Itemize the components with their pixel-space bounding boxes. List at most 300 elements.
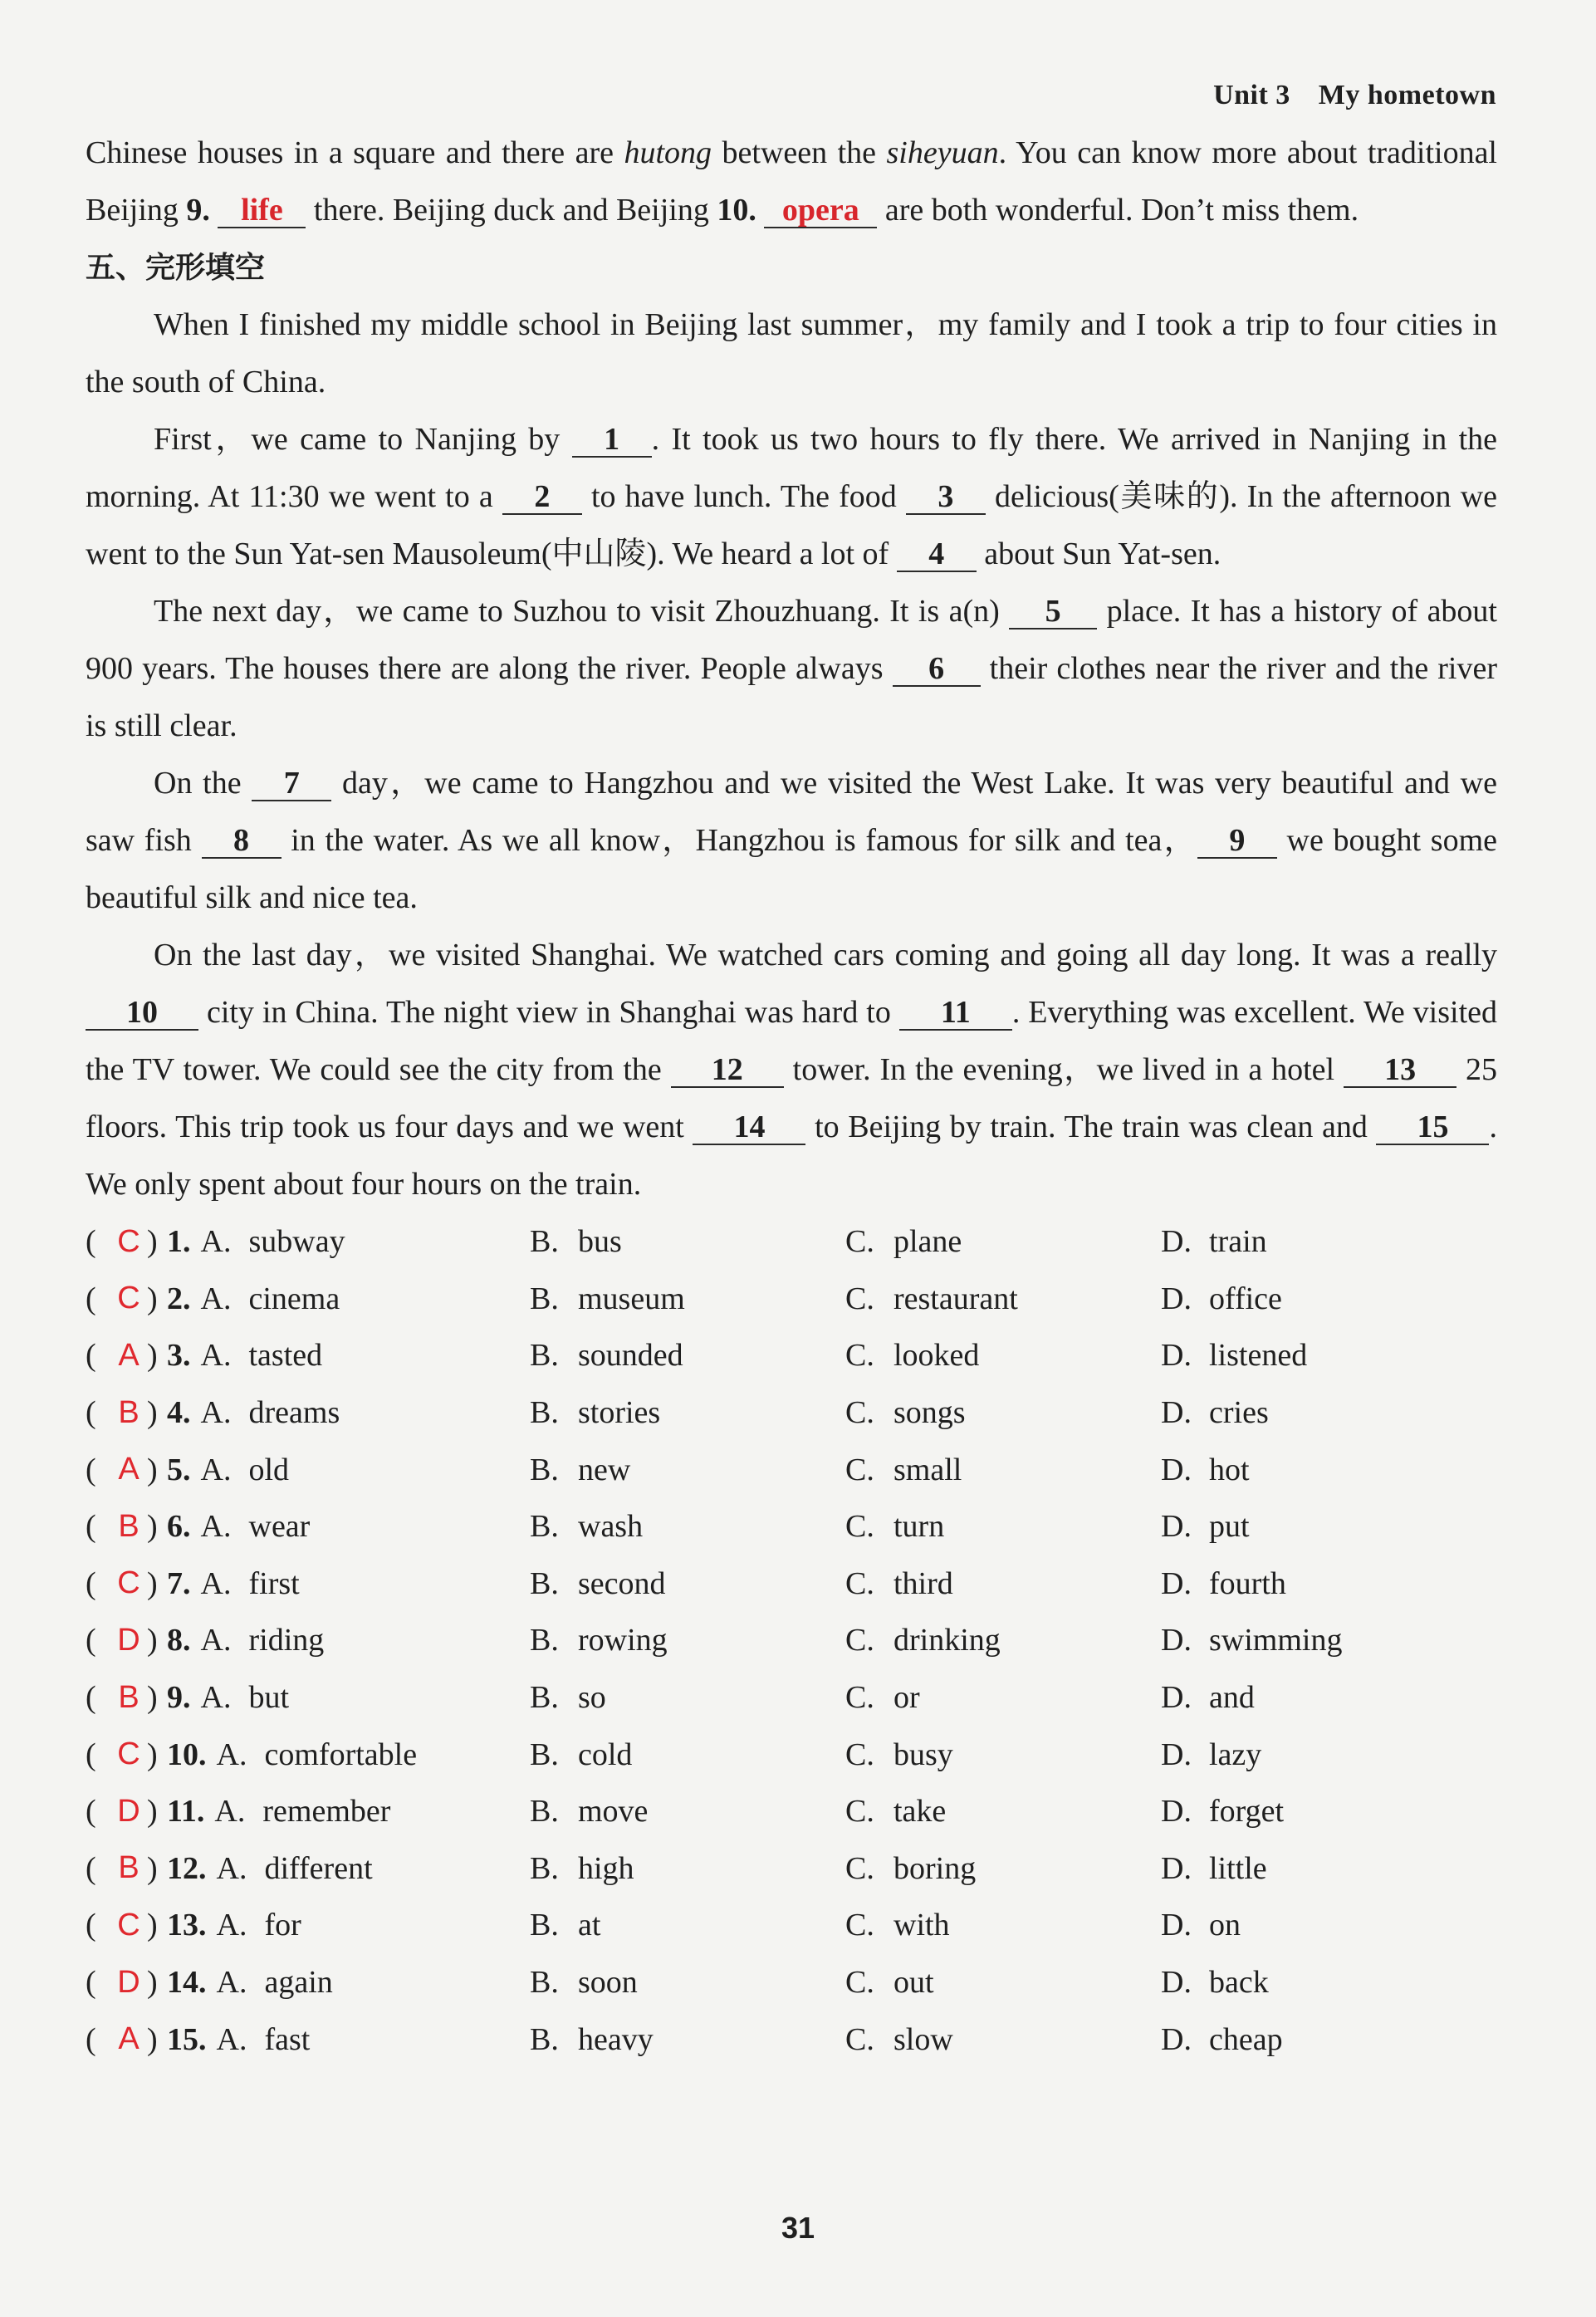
option-d xyxy=(1161,1737,1261,1773)
option-b xyxy=(530,1850,845,1887)
question-number: 6. xyxy=(167,1509,191,1545)
option-b-text: rowing xyxy=(578,1623,668,1658)
option-a: dreams xyxy=(248,1395,340,1431)
option-c-text: turn xyxy=(893,1509,945,1545)
open-paren: ( xyxy=(86,1395,96,1431)
option-letter-c: C. xyxy=(845,2021,874,2057)
option-letter-d: D. xyxy=(1161,1452,1192,1487)
blank-number-10: 10. xyxy=(717,193,756,228)
question-number: 10. xyxy=(167,1737,207,1772)
blank-number-9: 9. xyxy=(186,193,210,228)
close-paren: ) xyxy=(147,1737,158,1772)
option-letter-a: A. xyxy=(214,1794,246,1830)
option-c-text: drinking xyxy=(893,1623,1001,1658)
open-paren: ( xyxy=(86,1623,96,1658)
option-letter-b: B. xyxy=(530,1623,559,1658)
option-c xyxy=(845,1907,1161,1943)
question-head xyxy=(86,1337,530,1374)
intro-text: Chinese houses in a square and there are xyxy=(86,135,624,170)
option-letter-d: D. xyxy=(1161,2021,1192,2057)
passage-text: day，we came to Hangzhou and we visited the West Lake. It was very beautiful and we saw fish xyxy=(86,766,1497,858)
option-b-text: sounded xyxy=(578,1338,683,1374)
open-paren: ( xyxy=(86,1565,96,1601)
answer-blank-10: opera xyxy=(764,193,877,228)
question-row xyxy=(86,1669,1497,1727)
option-c xyxy=(845,1622,1161,1658)
question-number: 8. xyxy=(167,1623,191,1658)
answer-letter: B xyxy=(118,1850,140,1886)
option-d xyxy=(1161,1223,1267,1260)
option-c xyxy=(845,1565,1161,1602)
option-letter-a: A. xyxy=(200,1281,232,1316)
intro-text: there. Beijing duck and Beijing xyxy=(306,193,717,228)
intro-text: between the xyxy=(712,135,887,170)
option-letter-d: D. xyxy=(1161,1908,1192,1943)
open-paren: ( xyxy=(86,1794,96,1830)
option-d-text: forget xyxy=(1209,1794,1285,1830)
option-d xyxy=(1161,1907,1241,1943)
question-row xyxy=(86,1441,1497,1498)
open-paren: ( xyxy=(86,1452,96,1487)
answer-letter: A xyxy=(118,1452,140,1487)
option-letter-b: B. xyxy=(530,1509,559,1545)
option-c xyxy=(845,1679,1161,1716)
option-b-text: museum xyxy=(578,1281,685,1316)
option-d xyxy=(1161,1281,1282,1317)
option-letter-c: C. xyxy=(845,1281,874,1316)
blank-9: 9 xyxy=(1197,824,1277,859)
option-letter-a: A. xyxy=(200,1623,232,1658)
passage-text: First，we came to Nanjing by xyxy=(154,422,572,457)
passage-text: . It took us two hours to fly there. We arrived in Nanjing in the morning. At 11:30 we went to a xyxy=(86,422,1498,514)
answer-blank-9: life xyxy=(218,193,306,228)
question-head xyxy=(86,1679,530,1716)
unit-label: Unit 3 xyxy=(1213,80,1290,110)
option-a: but xyxy=(248,1680,290,1716)
open-paren: ( xyxy=(86,1509,96,1545)
option-c-text: plane xyxy=(893,1224,962,1260)
content xyxy=(86,125,1497,2068)
option-d-text: back xyxy=(1209,1965,1269,2001)
question-row xyxy=(86,1612,1497,1669)
option-letter-a: A. xyxy=(216,1850,247,1886)
option-c xyxy=(845,1337,1161,1374)
blank-6: 6 xyxy=(893,652,981,687)
option-letter-b: B. xyxy=(530,1680,559,1716)
option-b-text: so xyxy=(578,1680,606,1716)
option-b xyxy=(530,1737,845,1773)
answer-letter: C xyxy=(117,1223,140,1259)
option-letter-c: C. xyxy=(845,1338,874,1374)
passage-text: 25 floors. This trip took us four days and we went xyxy=(86,1052,1498,1144)
question-row xyxy=(86,1213,1497,1271)
option-d xyxy=(1161,1793,1284,1830)
option-letter-a: A. xyxy=(200,1509,232,1545)
option-a: different xyxy=(264,1850,373,1886)
close-paren: ) xyxy=(147,1224,158,1260)
open-paren: ( xyxy=(86,1281,96,1316)
question-head xyxy=(86,1907,530,1943)
page-number: 31 xyxy=(781,2211,815,2245)
option-letter-b: B. xyxy=(530,1452,559,1487)
option-d-text: office xyxy=(1209,1281,1282,1316)
option-letter-a: A. xyxy=(200,1338,232,1374)
blank-7: 7 xyxy=(252,767,331,801)
option-letter-a: A. xyxy=(216,1965,247,2001)
option-letter-b: B. xyxy=(530,1965,559,2001)
option-letter-d: D. xyxy=(1161,1338,1192,1374)
question-row xyxy=(86,1498,1497,1555)
option-letter-d: D. xyxy=(1161,1737,1192,1772)
question-head xyxy=(86,1793,530,1830)
blank-2: 2 xyxy=(502,480,582,515)
option-c xyxy=(845,1223,1161,1260)
option-b-text: high xyxy=(578,1850,634,1886)
blank-13: 13 xyxy=(1344,1053,1456,1088)
option-b xyxy=(530,1281,845,1317)
option-a: again xyxy=(264,1965,333,2001)
question-list xyxy=(86,1213,1497,2068)
close-paren: ) xyxy=(147,1965,158,2001)
option-letter-d: D. xyxy=(1161,1794,1192,1830)
answer-letter: C xyxy=(117,1565,140,1601)
passage-paragraph-3 xyxy=(86,583,1497,755)
close-paren: ) xyxy=(147,1623,158,1658)
option-d-text: on xyxy=(1209,1908,1241,1943)
option-a: for xyxy=(264,1908,301,1943)
option-letter-c: C. xyxy=(845,1623,874,1658)
answer-letter: D xyxy=(117,1964,140,2000)
answer-letter: C xyxy=(117,1907,140,1942)
option-d-text: cheap xyxy=(1209,2021,1283,2057)
passage-text: On the xyxy=(154,766,252,801)
question-head xyxy=(86,1281,530,1317)
open-paren: ( xyxy=(86,1680,96,1716)
option-b xyxy=(530,1223,845,1260)
option-a: first xyxy=(248,1565,300,1601)
question-row xyxy=(86,1954,1497,2011)
option-letter-b: B. xyxy=(530,1565,559,1601)
intro-text: . You can know more about traditional Beijing xyxy=(86,135,1497,228)
passage-text: place. It has a history of about 900 years. The houses there are along the river. People always xyxy=(86,594,1497,686)
passage-text: in the water. As we all know，Hangzhou is famous for silk and tea， xyxy=(281,823,1197,858)
option-a: cinema xyxy=(248,1281,340,1316)
question-number: 7. xyxy=(167,1565,191,1601)
option-d xyxy=(1161,1622,1342,1658)
option-letter-b: B. xyxy=(530,1794,559,1830)
option-c xyxy=(845,1281,1161,1317)
option-b-text: soon xyxy=(578,1965,638,2001)
blank-1: 1 xyxy=(572,423,652,458)
option-c xyxy=(845,1793,1161,1830)
option-letter-d: D. xyxy=(1161,1281,1192,1316)
blank-8: 8 xyxy=(202,824,282,859)
question-number: 15. xyxy=(167,2021,207,2057)
close-paren: ) xyxy=(147,1452,158,1487)
passage-text: city in China. The night view in Shanghai was hard to xyxy=(198,995,899,1030)
option-b xyxy=(530,1452,845,1488)
question-row xyxy=(86,1726,1497,1783)
open-paren: ( xyxy=(86,1224,96,1260)
blank-5: 5 xyxy=(1009,595,1097,629)
blank-15: 15 xyxy=(1376,1110,1489,1145)
option-letter-a: A. xyxy=(200,1452,232,1487)
option-b xyxy=(530,1907,845,1943)
option-c-text: busy xyxy=(893,1737,953,1772)
option-letter-a: A. xyxy=(216,1737,247,1772)
question-head xyxy=(86,1452,530,1488)
option-letter-a: A. xyxy=(200,1680,232,1716)
question-head xyxy=(86,1622,530,1658)
blank-11: 11 xyxy=(899,996,1012,1031)
passage-text: On the last day，we visited Shanghai. We watched cars coming and going all day long. It was a really xyxy=(154,938,1497,972)
option-letter-d: D. xyxy=(1161,1395,1192,1431)
option-letter-d: D. xyxy=(1161,1509,1192,1545)
option-a: old xyxy=(248,1452,290,1487)
question-number: 4. xyxy=(167,1395,191,1431)
option-letter-a: A. xyxy=(200,1395,232,1431)
question-row xyxy=(86,1271,1497,1328)
hutong-term: hutong xyxy=(624,135,712,170)
option-b-text: second xyxy=(578,1565,666,1601)
option-a: remember xyxy=(262,1794,391,1830)
answer-letter: C xyxy=(117,1281,140,1316)
option-d-text: lazy xyxy=(1209,1737,1262,1772)
option-d xyxy=(1161,1337,1307,1374)
intro-text: are both wonderful. Don’t miss them. xyxy=(877,193,1359,228)
option-c-text: small xyxy=(893,1452,962,1487)
unit-title: My hometown xyxy=(1318,80,1496,110)
option-c xyxy=(845,2021,1161,2058)
question-row xyxy=(86,1384,1497,1442)
passage-text: about Sun Yat-sen. xyxy=(976,536,1221,571)
passage-text: The next day，we came to Suzhou to visit Zhouzhuang. It is a(n) xyxy=(154,594,1010,629)
passage-paragraph-5 xyxy=(86,927,1497,1213)
close-paren: ) xyxy=(147,2021,158,2057)
option-letter-a: A. xyxy=(216,2021,247,2057)
option-letter-d: D. xyxy=(1161,1965,1192,2001)
passage-text: . Everything was excellent. We visited the TV tower. We could see the city from the xyxy=(86,995,1497,1087)
option-d-text: cries xyxy=(1209,1395,1269,1431)
option-c xyxy=(845,1452,1161,1488)
option-b xyxy=(530,1394,845,1431)
close-paren: ) xyxy=(147,1338,158,1374)
passage-text: their clothes near the river and the river is still clear. xyxy=(86,651,1497,743)
close-paren: ) xyxy=(147,1395,158,1431)
option-d xyxy=(1161,1679,1255,1716)
option-letter-a: A. xyxy=(200,1224,232,1260)
option-letter-a: A. xyxy=(216,1908,247,1943)
option-b xyxy=(530,1793,845,1830)
option-d-text: train xyxy=(1209,1224,1267,1260)
question-row xyxy=(86,1897,1497,1954)
question-row xyxy=(86,1327,1497,1384)
option-b xyxy=(530,1565,845,1602)
option-d-text: and xyxy=(1209,1680,1255,1716)
option-a: wear xyxy=(248,1509,311,1545)
question-number: 1. xyxy=(167,1224,191,1260)
option-b xyxy=(530,1679,845,1716)
option-b-text: cold xyxy=(578,1737,633,1772)
answer-letter: C xyxy=(117,1737,140,1772)
option-c-text: boring xyxy=(893,1850,977,1886)
option-b xyxy=(530,1337,845,1374)
option-d xyxy=(1161,1394,1269,1431)
passage-paragraph-1: When I finished my middle school in Beijing last summer，my family and I took a trip to four cities in the south of China. xyxy=(86,307,1497,399)
passage-text: delicious(美味的). In the afternoon we went to the Sun Yat-sen Mausoleum(中山陵). We heard a lot of xyxy=(86,479,1497,571)
answer-letter: B xyxy=(118,1394,140,1430)
option-letter-c: C. xyxy=(845,1452,874,1487)
option-c-text: third xyxy=(893,1565,953,1601)
option-d xyxy=(1161,1508,1250,1545)
question-head xyxy=(86,1964,530,2001)
option-b-text: at xyxy=(578,1908,601,1943)
passage-paragraph-2 xyxy=(86,411,1497,583)
option-c-text: slow xyxy=(893,2021,953,2057)
option-letter-c: C. xyxy=(845,1395,874,1431)
answer-letter: D xyxy=(117,1622,140,1658)
blank-10: 10 xyxy=(86,996,198,1031)
close-paren: ) xyxy=(147,1680,158,1716)
option-d-text: listened xyxy=(1209,1338,1308,1374)
option-c xyxy=(845,1394,1161,1431)
option-letter-b: B. xyxy=(530,2021,559,2057)
option-c xyxy=(845,1508,1161,1545)
question-number: 5. xyxy=(167,1452,191,1487)
option-letter-c: C. xyxy=(845,1680,874,1716)
option-letter-c: C. xyxy=(845,1224,874,1260)
question-number: 9. xyxy=(167,1680,191,1716)
close-paren: ) xyxy=(147,1850,158,1886)
question-number: 13. xyxy=(167,1908,207,1943)
option-letter-b: B. xyxy=(530,1850,559,1886)
option-letter-a: A. xyxy=(200,1565,232,1601)
option-d xyxy=(1161,2021,1283,2058)
passage-text: to have lunch. The food xyxy=(581,479,906,514)
option-b xyxy=(530,1964,845,2001)
option-d-text: hot xyxy=(1209,1452,1250,1487)
passage-paragraph-4 xyxy=(86,755,1497,927)
option-c-text: songs xyxy=(893,1395,966,1431)
option-b xyxy=(530,1508,845,1545)
blank-3: 3 xyxy=(906,480,986,515)
question-head xyxy=(86,1565,530,1602)
option-b-text: move xyxy=(578,1794,649,1830)
option-c xyxy=(845,1737,1161,1773)
question-number: 14. xyxy=(167,1965,207,2001)
blank-12: 12 xyxy=(671,1053,784,1088)
answer-letter: B xyxy=(118,1508,140,1544)
option-d xyxy=(1161,1964,1269,2001)
question-head xyxy=(86,1737,530,1773)
option-letter-c: C. xyxy=(845,1965,874,2001)
open-paren: ( xyxy=(86,1850,96,1886)
blank-14: 14 xyxy=(693,1110,805,1145)
question-row xyxy=(86,1840,1497,1898)
option-b-text: bus xyxy=(578,1224,622,1260)
option-a: riding xyxy=(248,1623,325,1658)
question-row xyxy=(86,2011,1497,2068)
question-number: 11. xyxy=(167,1794,205,1830)
option-c xyxy=(845,1964,1161,2001)
option-letter-c: C. xyxy=(845,1794,874,1830)
option-letter-b: B. xyxy=(530,1395,559,1431)
option-b-text: wash xyxy=(578,1509,644,1545)
close-paren: ) xyxy=(147,1794,158,1830)
close-paren: ) xyxy=(147,1565,158,1601)
option-c-text: take xyxy=(893,1794,947,1830)
option-b xyxy=(530,1622,845,1658)
question-head xyxy=(86,2021,530,2058)
option-d xyxy=(1161,1565,1286,1602)
passage-text: to Beijing by train. The train was clean and xyxy=(805,1110,1377,1144)
open-paren: ( xyxy=(86,1908,96,1943)
option-c-text: or xyxy=(893,1680,920,1716)
option-letter-d: D. xyxy=(1161,1623,1192,1658)
option-letter-d: D. xyxy=(1161,1850,1192,1886)
option-a: tasted xyxy=(248,1338,323,1374)
question-number: 3. xyxy=(167,1338,191,1374)
option-letter-b: B. xyxy=(530,1737,559,1772)
answer-letter: B xyxy=(118,1679,140,1715)
option-d-text: little xyxy=(1209,1850,1267,1886)
option-b-text: new xyxy=(578,1452,631,1487)
option-letter-b: B. xyxy=(530,1224,559,1260)
intro-paragraph xyxy=(86,125,1497,239)
question-number: 2. xyxy=(167,1281,191,1316)
question-head xyxy=(86,1850,530,1887)
option-letter-d: D. xyxy=(1161,1224,1192,1260)
option-a: comfortable xyxy=(264,1737,418,1772)
question-head xyxy=(86,1223,530,1260)
passage-text: . We only spent about four hours on the train. xyxy=(86,1110,1497,1202)
answer-letter: A xyxy=(118,2021,140,2057)
close-paren: ) xyxy=(147,1509,158,1545)
passage-text: we bought some beautiful silk and nice tea. xyxy=(86,823,1497,915)
open-paren: ( xyxy=(86,2021,96,2057)
close-paren: ) xyxy=(147,1281,158,1316)
close-paren: ) xyxy=(147,1908,158,1943)
question-row xyxy=(86,1783,1497,1840)
option-b-text: heavy xyxy=(578,2021,654,2057)
option-c-text: restaurant xyxy=(893,1281,1018,1316)
section-title: 五、完形填空 xyxy=(86,251,266,285)
option-d xyxy=(1161,1850,1267,1887)
option-a: subway xyxy=(248,1224,345,1260)
option-b-text: stories xyxy=(578,1395,661,1431)
option-letter-c: C. xyxy=(845,1850,874,1886)
option-c xyxy=(845,1850,1161,1887)
option-a: fast xyxy=(264,2021,311,2057)
option-c-text: looked xyxy=(893,1338,980,1374)
siheyuan-term: siheyuan xyxy=(886,135,999,170)
question-head xyxy=(86,1508,530,1545)
option-c-text: with xyxy=(893,1908,950,1943)
option-letter-d: D. xyxy=(1161,1565,1192,1601)
passage-text: tower. In the evening，we lived in a hotel xyxy=(783,1052,1344,1087)
option-letter-c: C. xyxy=(845,1737,874,1772)
option-letter-b: B. xyxy=(530,1908,559,1943)
option-d-text: fourth xyxy=(1209,1565,1286,1601)
open-paren: ( xyxy=(86,1338,96,1374)
option-letter-b: B. xyxy=(530,1281,559,1316)
option-letter-b: B. xyxy=(530,1338,559,1374)
open-paren: ( xyxy=(86,1965,96,2001)
option-letter-c: C. xyxy=(845,1509,874,1545)
answer-letter: A xyxy=(118,1337,140,1373)
blank-4: 4 xyxy=(897,537,977,572)
question-head xyxy=(86,1394,530,1431)
